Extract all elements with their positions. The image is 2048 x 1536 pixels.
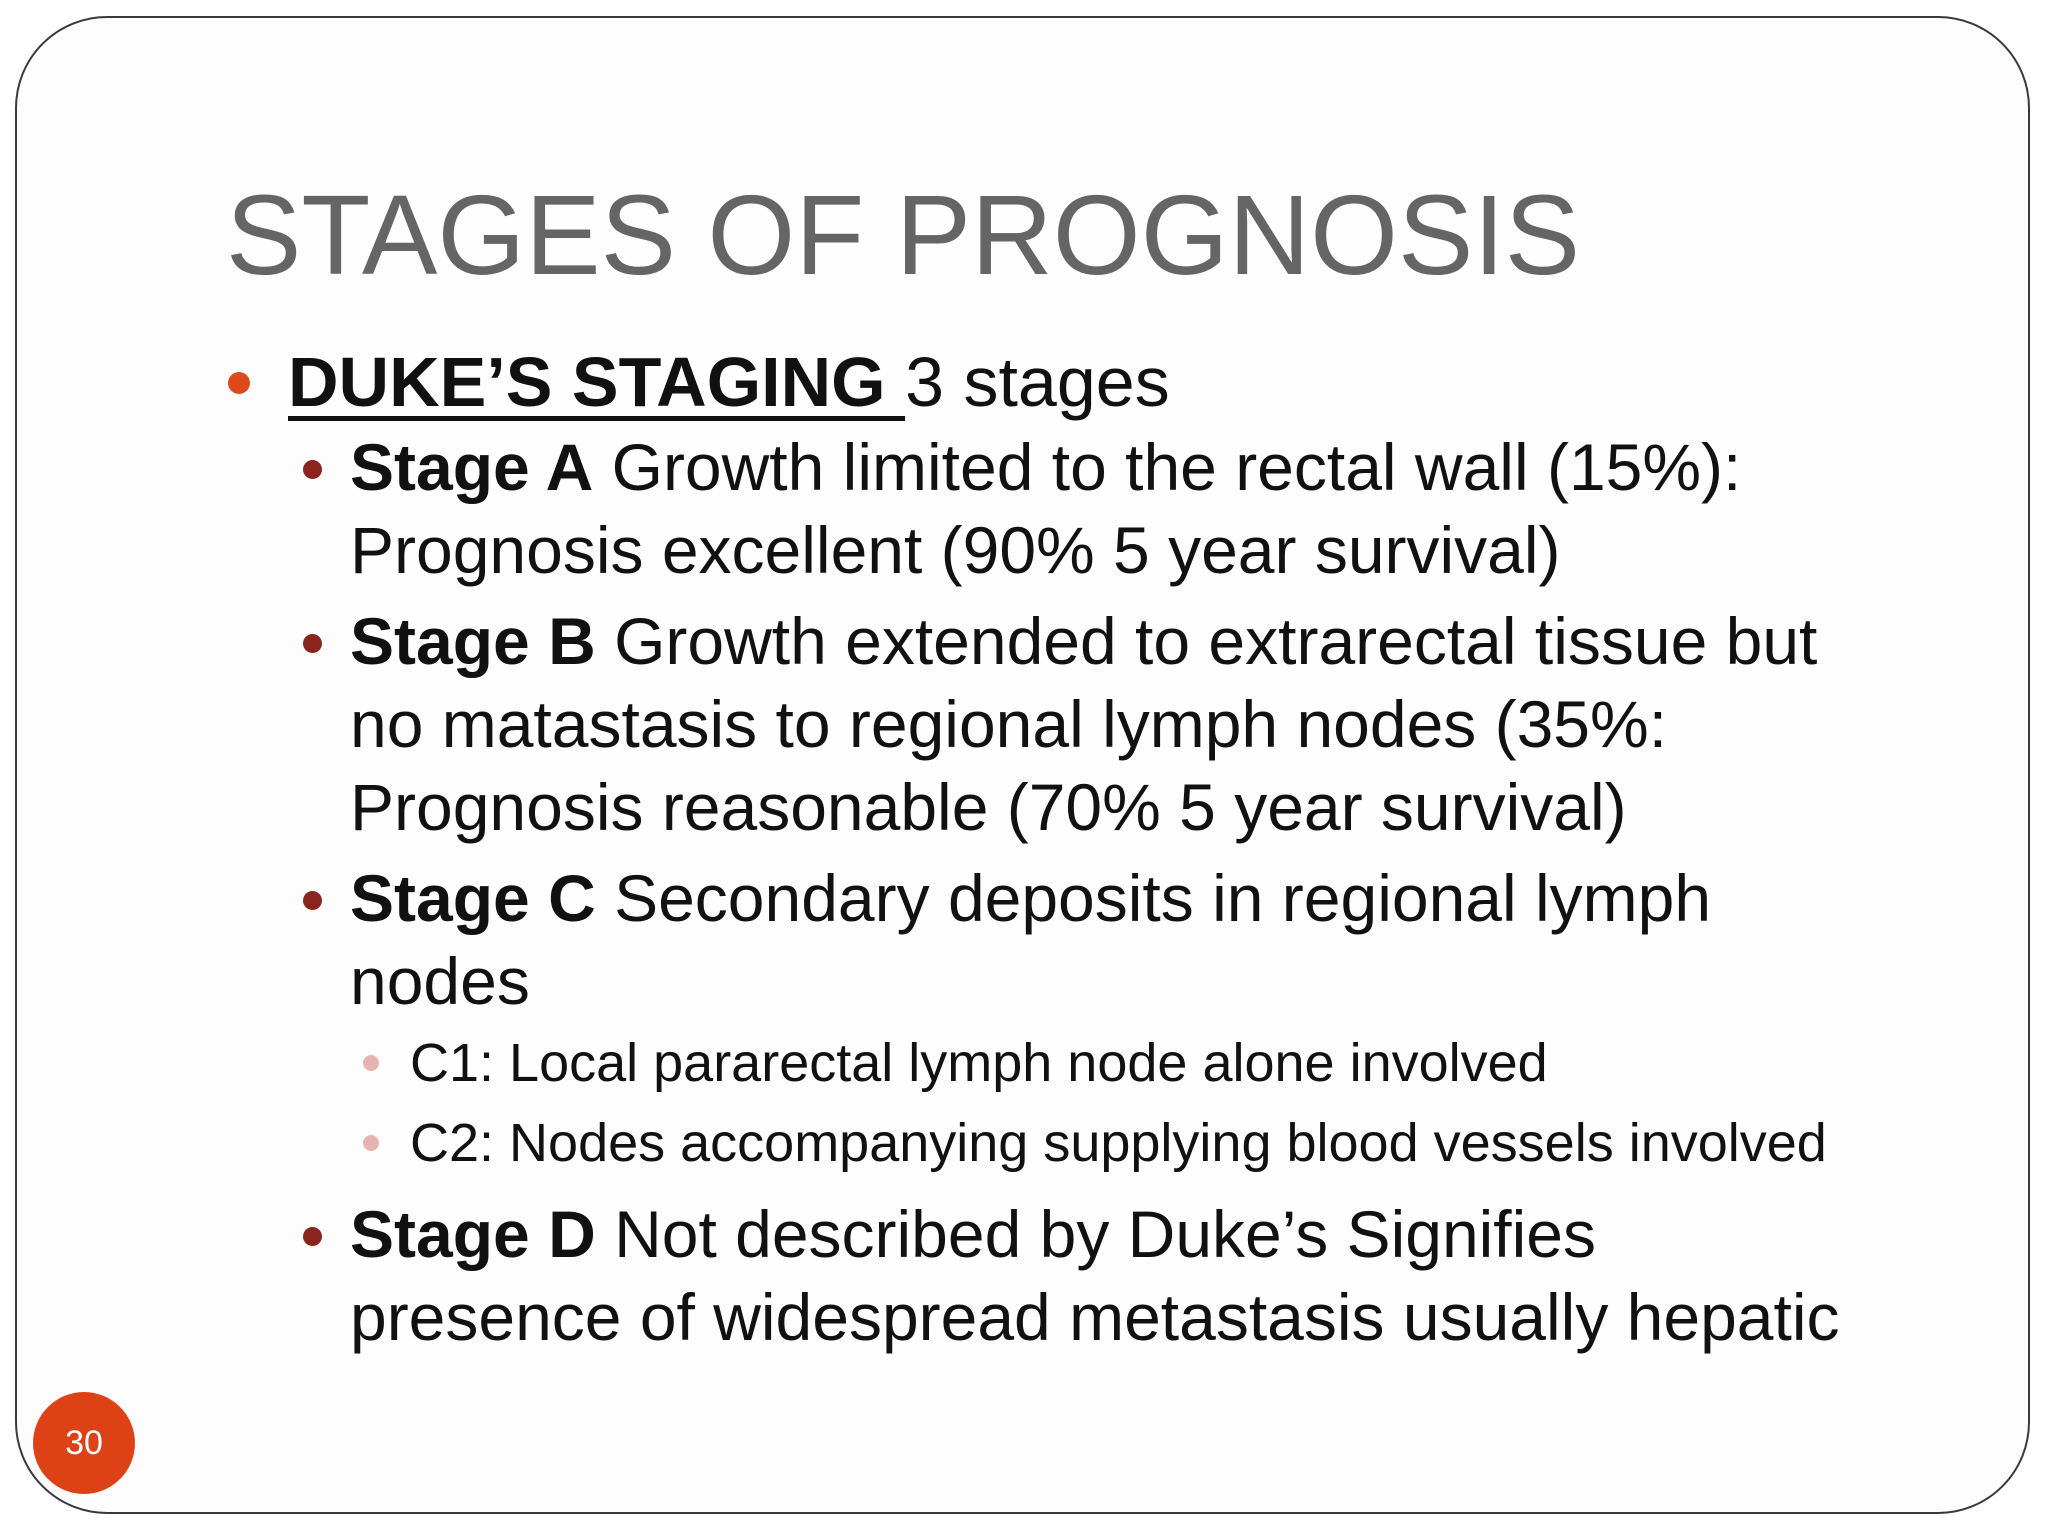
page-number-badge: 30 — [33, 1392, 135, 1494]
stage-c-label: Stage C — [350, 861, 596, 935]
dukes-staging-heading: DUKE’S STAGING — [288, 343, 906, 421]
stage-a-text-1: Growth limited to the rectal wall (15%): — [593, 430, 1742, 504]
stage-a-item — [226, 426, 1926, 592]
stage-b-line-1 — [350, 600, 1926, 683]
bullet-dot-icon — [363, 1055, 379, 1071]
stage-a-line-1 — [350, 426, 1926, 509]
stage-b-text-2: no matastasis to regional lymph nodes (35%: — [350, 687, 1668, 761]
stage-d-text-2: presence of widespread metastasis usually hepatic — [350, 1280, 1840, 1354]
stage-c-item — [226, 857, 1926, 1023]
stage-d-item — [226, 1193, 1926, 1359]
stage-c-line-1 — [350, 857, 1926, 940]
stage-d-text-1: Not described by Duke’s Signifies — [595, 1197, 1597, 1271]
stage-a-label: Stage A — [350, 430, 594, 504]
stage-c1-text: C1: Local pararectal lymph node alone involved — [410, 1033, 1548, 1093]
stage-c-text-2: nodes — [350, 944, 530, 1018]
bullet-dot-icon — [303, 1227, 322, 1246]
bullet-dukes-staging — [226, 340, 1926, 424]
slide-title: STAGES OF PROGNOSIS — [226, 172, 1581, 298]
bullet-dot-icon — [303, 634, 322, 653]
stage-b-text-3: Prognosis reasonable (70% 5 year survival) — [350, 770, 1627, 844]
stage-d-label: Stage D — [350, 1197, 596, 1271]
bullet-dot-icon — [303, 891, 322, 910]
stage-d-line-1 — [350, 1193, 1926, 1276]
bullet-dot-icon — [363, 1135, 379, 1151]
stage-b-item — [226, 600, 1926, 849]
slide-content — [226, 340, 1926, 1367]
stage-b-text-1: Growth extended to extrarectal tissue but — [595, 604, 1818, 678]
stage-c2-text: C2: Nodes accompanying supplying blood vessels involved — [410, 1113, 1827, 1173]
bullet-dot-icon — [303, 460, 322, 479]
dukes-staging-suffix: 3 stages — [905, 343, 1170, 421]
stage-c2-item — [226, 1103, 1926, 1183]
stage-b-label: Stage B — [350, 604, 596, 678]
stage-c1-item — [226, 1023, 1926, 1103]
stage-a-text-2: Prognosis excellent (90% 5 year survival) — [350, 513, 1561, 587]
bullet-dot-icon — [228, 372, 250, 394]
stage-c-text-1: Secondary deposits in regional lymph — [595, 861, 1712, 935]
